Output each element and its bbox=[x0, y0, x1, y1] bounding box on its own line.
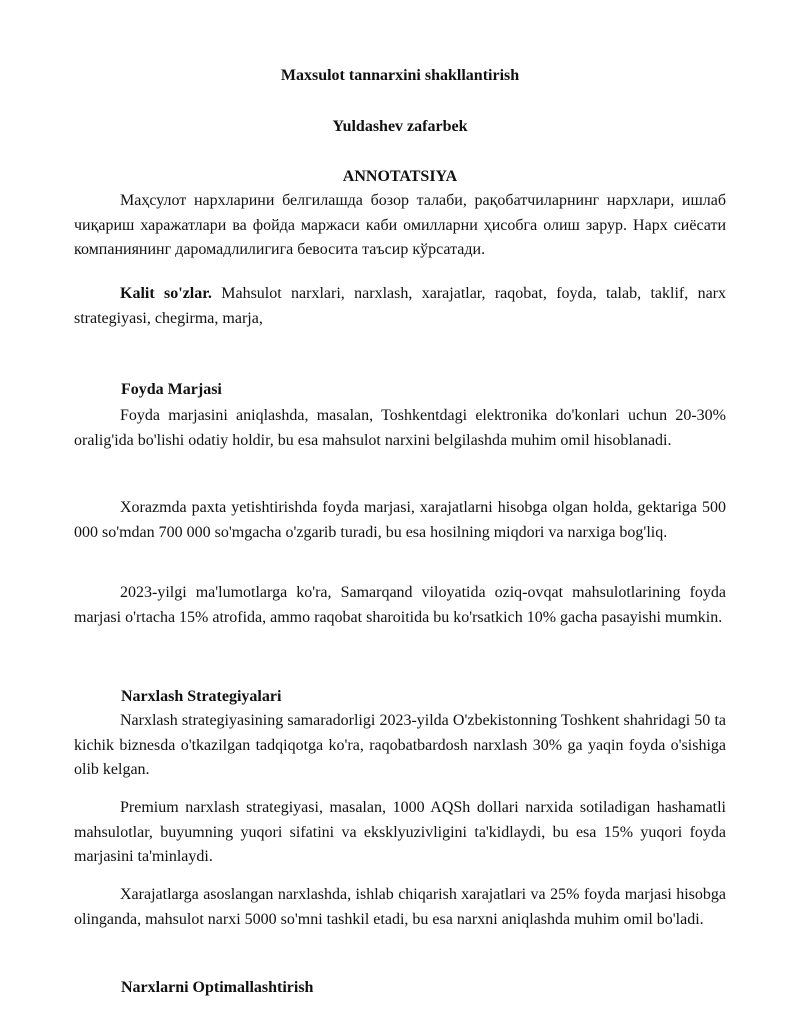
paragraph: Foyda marjasini aniqlashda, masalan, Toshkentdagi elektronika do'konlari uchun 20-30% oralig'ida bo'lishi odatiy holdir, bu esa mahsulot narxini belgilashda muhim omil hisoblanadi. bbox=[74, 407, 726, 449]
section-heading-narxlarni-optimallashtirish: Narxlarni Optimallashtirish bbox=[121, 979, 314, 996]
paragraph: Narxlash strategiyasining samaradorligi 2023-yilda O'zbekistonning Toshkent shahridagi 50 ta kichik biznesda o'tkazilgan tadqiqotga ko'ra, raqobatbardosh narxlash 30% ga yaqin foyda o'sishiga olib kelgan. bbox=[74, 712, 726, 778]
section-heading-foyda-marjasi: Foyda Marjasi bbox=[121, 381, 222, 398]
keywords-paragraph bbox=[74, 282, 726, 331]
paragraph: Premium narxlash strategiyasi, masalan, 1000 AQSh dollari narxida sotiladigan hashamatli mahsulotlar, buyumning yuqori sifatini va eksklyuzivligini ta'kidlaydi, bu esa 15% yuqori foyda marjasini ta'minlaydi. bbox=[74, 799, 726, 865]
document-title: Maxsulot tannarxini shakllantirish bbox=[280, 67, 520, 84]
paragraph: Xorazmda paxta yetishtirishda foyda marjasi, xarajatlarni hisobga olgan holda, gektariga 500 000 so'mdan 700 000 so'mgacha o'zgarib turadi, bu esa hosilning miqdori va narxiga bog'liq. bbox=[74, 499, 726, 541]
keywords-label: Kalit so'zlar. bbox=[120, 285, 212, 302]
keywords-text: Mahsulot narxlari, narxlash, xarajatlar, raqobat, foyda, talab, taklif, narx strategiyasi, chegirma, marja, bbox=[74, 285, 727, 327]
annotation-heading: ANNOTATSIYA bbox=[342, 168, 458, 185]
annotation-text: Маҳсулот нархларини белгилашда бозор талаби, рақобатчиларнинг нархлари, ишлаб чиқариш харажатлари ва фойда маржаси каби омилларни ҳисобга олиш зарур. Нарх сиёсати компаниянинг даромадлилигига бевосита таъсир кўрсатади. bbox=[74, 192, 726, 258]
section-heading-narxlash-strategiyalari: Narxlash Strategiyalari bbox=[121, 688, 282, 705]
author-name: Yuldashev zafarbek bbox=[332, 118, 468, 135]
paragraph: Xarajatlarga asoslangan narxlashda, ishlab chiqarish xarajatlari va 25% foyda marjasi hisobga olinganda, mahsulot narxi 5000 so'mni tashkil etadi, bu esa narxni aniqlashda muhim omil bo'ladi. bbox=[74, 886, 726, 928]
paragraph: 2023-yilgi ma'lumotlarga ko'ra, Samarqand viloyatida oziq-ovqat mahsulotlarining foyda marjasi o'rtacha 15% atrofida, ammo raqobat sharoitida bu ko'rsatkich 10% gacha pasayishi mumkin. bbox=[74, 584, 726, 626]
